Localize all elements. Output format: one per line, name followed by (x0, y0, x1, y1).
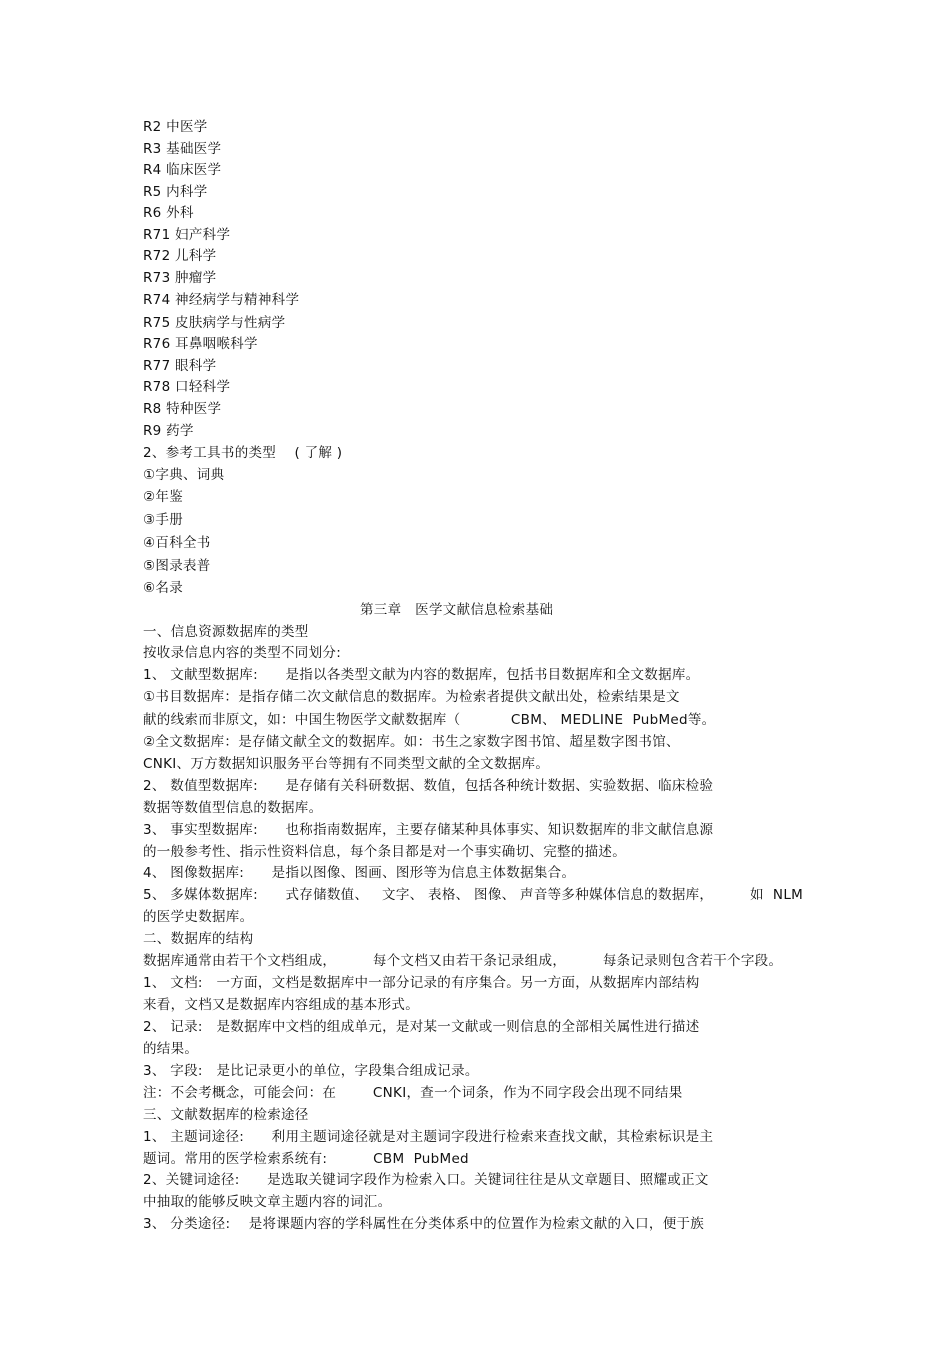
text-line: 的结果。 (143, 1041, 199, 1057)
text-line: R4 临床医学 (143, 162, 222, 178)
text-line: R9 药学 (143, 423, 194, 439)
text-line: R71 妇产科学 (143, 227, 231, 243)
section-heading: 二、数据库的结构 (143, 931, 254, 947)
text-line: 1、 主题词途径: 利用主题词途径就是对主题词字段进行检索来查找文献，其检索标识是主 (143, 1129, 714, 1145)
text-line: ②全文数据库：是存储文献全文的数据库。如：书生之家数字图书馆、超星数字图书馆、 (143, 734, 680, 750)
text-line: ⑥名录 (143, 580, 184, 596)
text-line: R3 基础医学 (143, 141, 222, 157)
text-line: 2、 记录: 是数据库中文档的组成单元，是对某一文献或一则信息的全部相关属性进行描述 (143, 1019, 700, 1035)
section-heading: 一、信息资源数据库的类型 (143, 624, 309, 640)
text-line: 的医学史数据库。 (143, 909, 254, 925)
text-line: R2 中医学 (143, 119, 208, 135)
text-line: 的一般参考性、指示性资料信息，每个条目都是对一个事实确切、完整的描述。 (143, 844, 626, 860)
text-line: 题词。常用的医学检索系统有: CBM PubMed (143, 1151, 469, 1167)
text-line: 5、 多媒体数据库: 式存储数值、 文字、 表格、 图像、 声音等多种媒体信息的数据库， 如 NLM (143, 887, 804, 903)
text-line: ⑤图录表普 (143, 558, 211, 574)
text-line: ①字典、词典 (143, 467, 225, 483)
text-line: R76 耳鼻咽喉科学 (143, 336, 258, 352)
text-line: 3、 事实型数据库: 也称指南数据库，主要存储某种具体事实、知识数据库的非文献信息源 (143, 822, 714, 838)
text-line: 来看，文档又是数据库内容组成的基本形式。 (143, 997, 419, 1013)
text-line: R78 口轻科学 (143, 379, 231, 395)
text-line: R73 肿瘤学 (143, 270, 217, 286)
text-line: 数据库通常由若干个文档组成， 每个文档又由若干条记录组成， 每条记录则包含若干个字段。 (143, 953, 783, 969)
text-line: CNKI、万方数据知识服务平台等拥有不同类型文献的全文数据库。 (143, 756, 550, 772)
text-line: 2、 数值型数据库: 是存储有关科研数据、数值，包括各种统计数据、实验数据、临床检验 (143, 778, 714, 794)
text-line: ②年鉴 (143, 489, 184, 505)
section-heading: 三、文献数据库的检索途径 (143, 1107, 309, 1123)
text-line: ③手册 (143, 512, 184, 528)
text-line: 中抽取的能够反映文章主题内容的词汇。 (143, 1194, 392, 1210)
text-line: R8 特种医学 (143, 401, 222, 417)
text-line: 数据等数值型信息的数据库。 (143, 800, 323, 816)
text-line: 2、参考工具书的类型 ( 了解 ) (143, 445, 343, 461)
text-line: R72 儿科学 (143, 248, 217, 264)
text-line: 3、 分类途径: 是将课题内容的学科属性在分类体系中的位置作为检索文献的入口，便于族 (143, 1216, 705, 1232)
text-line: ①书目数据库：是指存储二次文献信息的数据库。为检索者提供文献出处，检索结果是文 (143, 689, 680, 705)
text-line: 1、 文档: 一方面，文档是数据库中一部分记录的有序集合。另一方面，从数据库内部结构 (143, 975, 700, 991)
text-line: 献的线索而非原文，如：中国生物医学文献数据库（ CBM、 MEDLINE PubMed等。 (143, 712, 716, 728)
text-line: R6 外科 (143, 205, 194, 221)
text-line: 4、 图像数据库: 是指以图像、图画、图形等为信息主体数据集合。 (143, 865, 576, 881)
text-line: R75 皮肤病学与性病学 (143, 315, 286, 331)
text-line: 3、 字段: 是比记录更小的单位，字段集合组成记录。 (143, 1063, 479, 1079)
text-line: 1、 文献型数据库: 是指以各类型文献为内容的数据库，包括书目数据库和全文数据库。 (143, 667, 700, 683)
text-line: R5 内科学 (143, 184, 208, 200)
text-line: R74 神经病学与精神科学 (143, 292, 300, 308)
text-line: 2、关键词途径: 是选取关键词字段作为检索入口。关键词往往是从文章题目、照耀或正文 (143, 1172, 709, 1188)
text-line: 注：不会考概念，可能会问：在 CNKI，查一个词条，作为不同字段会出现不同结果 (143, 1085, 683, 1101)
text-line: R77 眼科学 (143, 358, 217, 374)
chapter-heading: 第三章 医学文献信息检索基础 (360, 602, 554, 618)
text-line: 按收录信息内容的类型不同划分: (143, 645, 342, 661)
text-line: ④百科全书 (143, 535, 211, 551)
